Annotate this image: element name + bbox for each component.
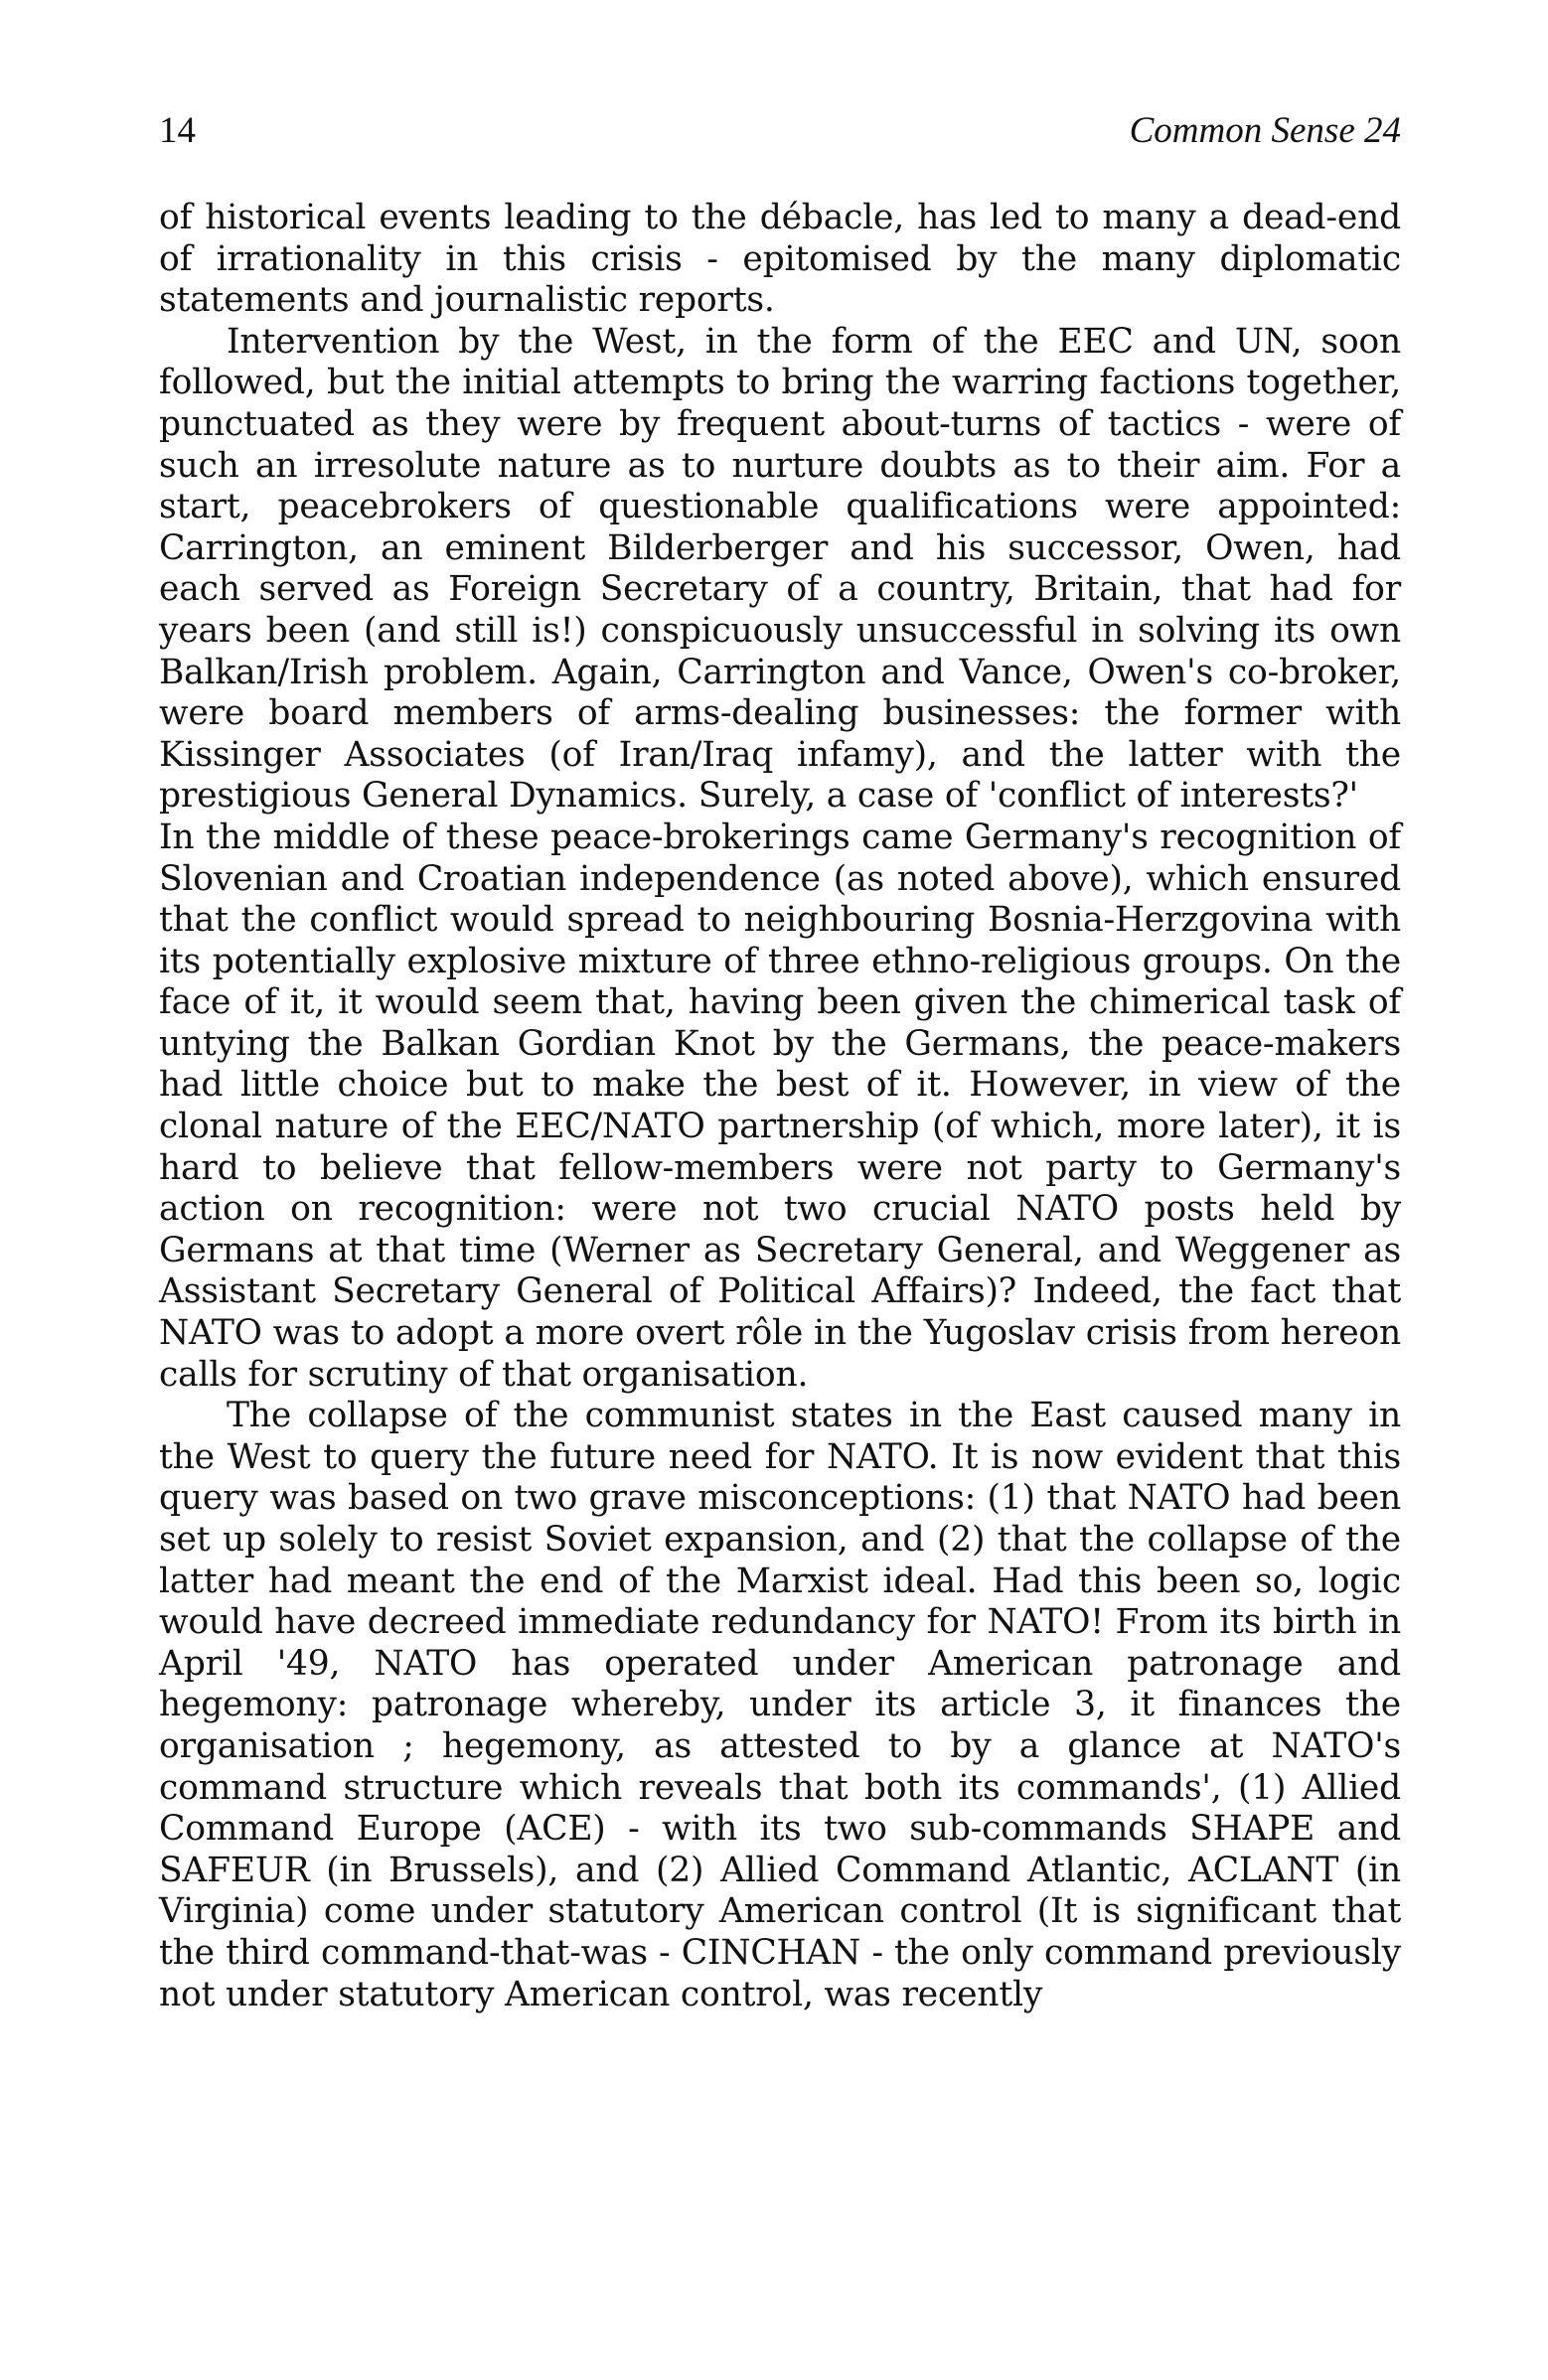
body-text [159,198,1401,2015]
paragraph-recognition: In the middle of these peace-brokerings came Germany's recognition of Slovenian and Croatian independence (as noted above), which ensured that the conflict would spread to neighbouring Bosnia-Herzgovina with its potentially explosive mixture of three ethno-religious groups. On the face of it, it would seem that, having been given the chimerical task of untying the Balkan Gordian Knot by the Germans, the peace-makers had little choice but to make the best of it. However, in view of the clonal nature of the EEC/NATO partnership (of which, more later), it is hard to believe that fellow-members were not party to Germany's action on recognition: were not two crucial NATO posts held by Germans at that time (Werner as Secretary General, and Weggener as Assistant Secretary General of Political Affairs)? Indeed, the fact that NATO was to adopt a more overt rôle in the Yugoslav crisis from hereon calls for scrutiny of that organisation. [159,817,1401,1395]
paragraph-intervention: Intervention by the West, in the form of the EEC and UN, soon followed, but the initial attempts to bring the warring factions together, punctuated as they were by frequent about-turns of tactics - were of such an irresolute nature as to nurture doubts as to their aim. For a start, peacebrokers of questionable qualifications were appointed: Carrington, an eminent Bilderberger and his successor, Owen, had each served as Foreign Secretary of a country, Britain, that had for years been (and still is!) conspicuously unsuccessful in solving its own Balkan/Irish problem. Again, Carrington and Vance, Owen's co-broker, were board members of arms-dealing businesses: the former with Kissinger Associates (of Iran/Iraq infamy), and the latter with the prestigious General Dynamics. Surely, a case of 'conflict of interests?' [159,321,1401,817]
page-number: 14 [159,110,196,151]
page-header [159,109,1401,157]
paragraph-continued: of historical events leading to the débacle, has led to many a dead-end of irrationality in this crisis - epitomised by the many diplomatic statements and journalistic reports. [159,198,1401,321]
paragraph-nato-collapse: The collapse of the communist states in the East caused many in the West to query the future need for NATO. It is now evident that this query was based on two grave misconceptions: (1) that NATO had been set up solely to resist Soviet expansion, and (2) that the collapse of the latter had meant the end of the Marxist ideal. Had this been so, logic would have decreed immediate redundancy for NATO! From its birth in April '49, NATO has operated under American patronage and hegemony: patronage whereby, under its article 3, it finances the organisation ; hegemony, as attested to by a glance at NATO's command structure which reveals that both its commands', (1) Allied Command Europe (ACE) - with its two sub-commands SHAPE and SAFEUR (in Brussels), and (2) Allied Command Atlantic, ACLANT (in Virginia) come under statutory American control (It is significant that the third command-that-was - CINCHAN - the only command previously not under statutory American control, was recently [159,1396,1401,2014]
running-head: Common Sense 24 [1129,110,1401,151]
